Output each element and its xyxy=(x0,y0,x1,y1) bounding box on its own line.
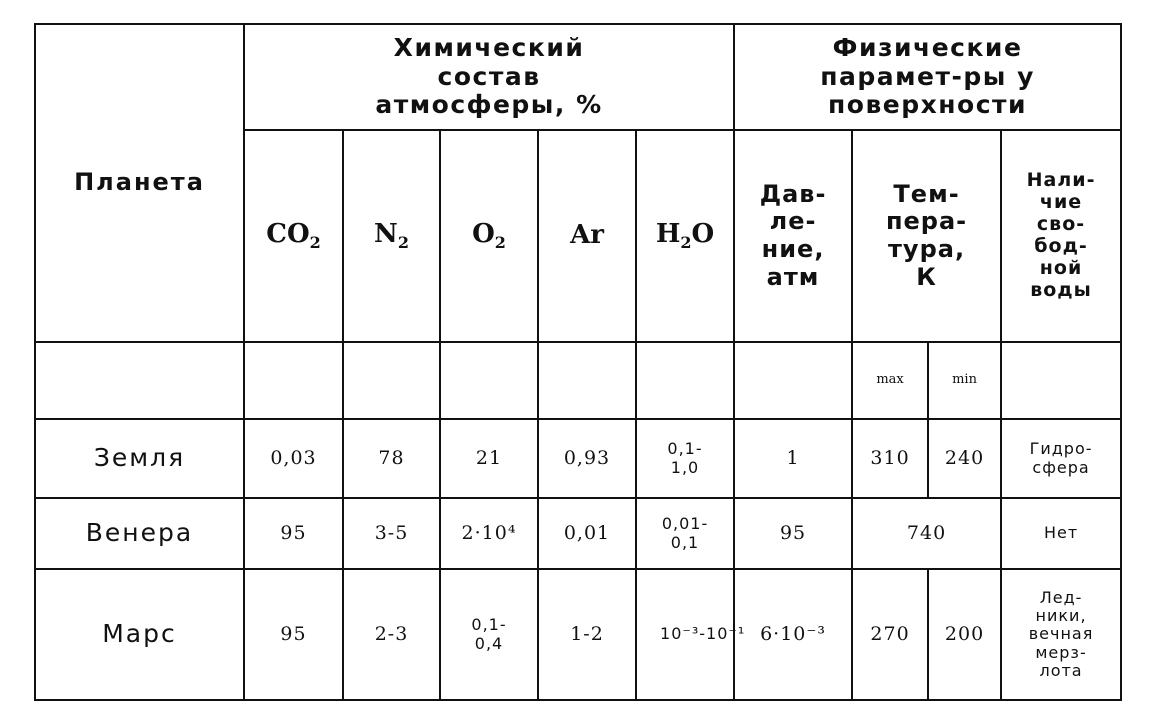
table-row-venus xyxy=(35,498,1121,569)
tmin-value: 200 xyxy=(928,569,1001,700)
planet-column-header: Планета xyxy=(35,24,244,342)
planet-name: Марс xyxy=(35,569,244,700)
empty-cell xyxy=(734,342,852,419)
h2o-value: 10⁻³-10⁻¹ xyxy=(636,569,734,700)
table-row-earth xyxy=(35,419,1121,498)
physical-parameters-header xyxy=(734,24,1121,130)
empty-cell xyxy=(244,342,343,419)
h2o-value: 0,1-1,0 xyxy=(636,419,734,498)
tmax-value: 310 xyxy=(852,419,928,498)
free-water-value: Нет xyxy=(1001,498,1121,569)
planet-name: Венера xyxy=(35,498,244,569)
subheader-row xyxy=(35,342,1121,419)
header-row-groups xyxy=(35,24,1121,130)
pressure-value: 95 xyxy=(734,498,852,569)
tmin-value: 240 xyxy=(928,419,1001,498)
temperature-value: 740 xyxy=(852,498,1001,569)
empty-cell xyxy=(35,342,244,419)
ar-column-header: Ar xyxy=(538,130,636,342)
free-water-value: Лед-ники, вечная мерз-лота xyxy=(1001,569,1121,700)
empty-cell xyxy=(343,342,440,419)
tmax-subheader: max xyxy=(852,342,928,419)
tmax-value: 270 xyxy=(852,569,928,700)
free-water-column-header: Нали-чие сво-бод-ной воды xyxy=(1001,130,1121,342)
n2-value: 2-3 xyxy=(343,569,440,700)
planet-name: Земля xyxy=(35,419,244,498)
co2-value: 95 xyxy=(244,498,343,569)
o2-value: 0,1-0,4 xyxy=(440,569,538,700)
free-water-value: Гидро-сфера xyxy=(1001,419,1121,498)
empty-cell xyxy=(538,342,636,419)
o2-value: 21 xyxy=(440,419,538,498)
o2-value: 2·10⁴ xyxy=(440,498,538,569)
o2-column-header: $O_2$ xyxy=(440,130,538,342)
chemical-composition-header xyxy=(244,24,734,130)
co2-value: 95 xyxy=(244,569,343,700)
temperature-column-header: Тем-пера-тура, К xyxy=(852,130,1001,342)
h2o-value: 0,01-0,1 xyxy=(636,498,734,569)
table-row-mars xyxy=(35,569,1121,700)
pressure-value: 1 xyxy=(734,419,852,498)
planet-atmosphere-table xyxy=(34,23,1122,701)
empty-cell xyxy=(1001,342,1121,419)
pressure-value: 6·10⁻³ xyxy=(734,569,852,700)
chemical-composition-label: Химический состав атмосферы, % xyxy=(375,32,603,120)
ar-value: 1-2 xyxy=(538,569,636,700)
h2o-column-header: $H_2O$ xyxy=(636,130,734,342)
n2-value: 78 xyxy=(343,419,440,498)
empty-cell xyxy=(440,342,538,419)
tmin-subheader: min xyxy=(928,342,1001,419)
empty-cell xyxy=(636,342,734,419)
pressure-column-header: Дав-ле-ние, атм xyxy=(734,130,852,342)
co2-column-header: $CO_2$ xyxy=(244,130,343,342)
ar-value: 0,01 xyxy=(538,498,636,569)
n2-value: 3-5 xyxy=(343,498,440,569)
co2-value: 0,03 xyxy=(244,419,343,498)
n2-column-header: $N_2$ xyxy=(343,130,440,342)
physical-parameters-label: Физические парамет-ры у поверхности xyxy=(820,32,1035,120)
ar-value: 0,93 xyxy=(538,419,636,498)
